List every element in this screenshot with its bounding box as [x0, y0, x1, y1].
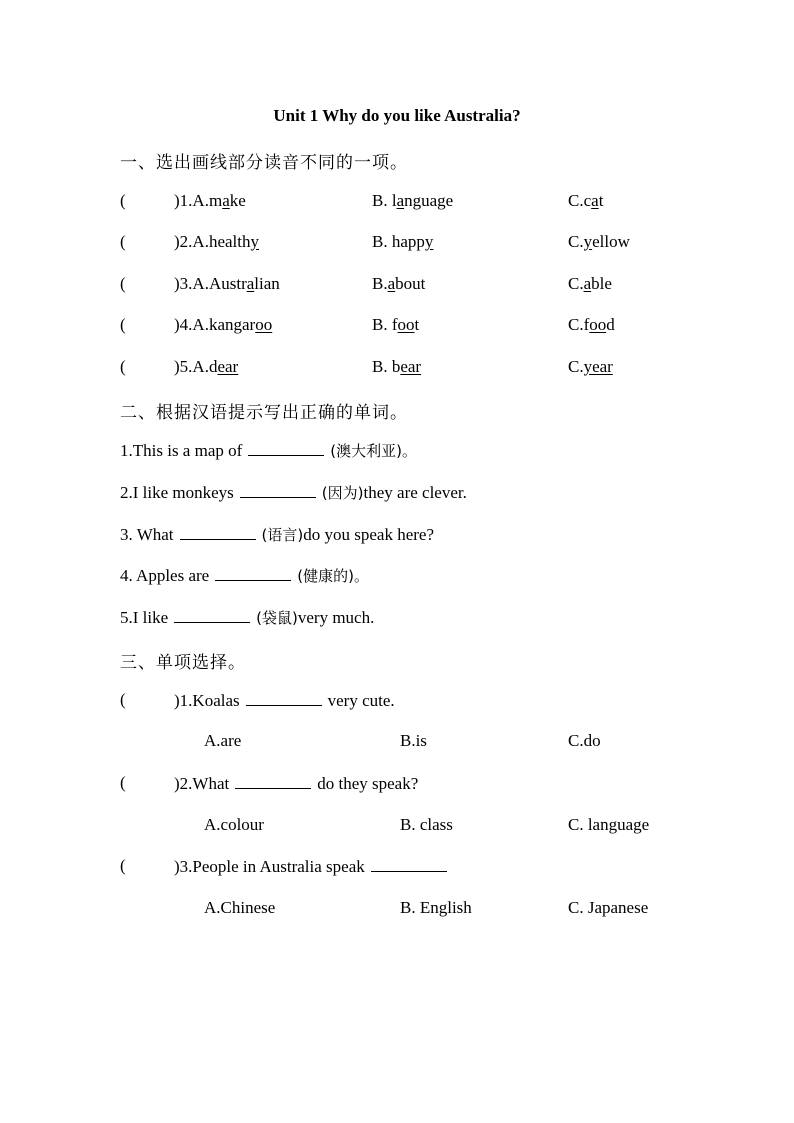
section1-heading: 一、选出画线部分读音不同的一项。: [120, 153, 408, 173]
chinese-hint: (健康的): [297, 567, 354, 585]
answer-blank[interactable]: [248, 440, 324, 456]
option-c[interactable]: C.do: [568, 731, 601, 750]
text: 4. Apples are: [120, 566, 210, 585]
s2-question-1: [120, 440, 417, 461]
text: 3. What: [120, 525, 174, 544]
text: 5.I like: [120, 608, 169, 627]
text: very much.: [297, 608, 375, 627]
page-title: Unit 1 Why do you like Australia?: [273, 106, 521, 125]
text: nguage: [404, 191, 454, 210]
text: do they speak?: [317, 774, 419, 793]
option-a: [174, 191, 246, 211]
text: C.: [568, 357, 584, 376]
s2-question-3: [120, 524, 434, 545]
text: d: [208, 357, 218, 376]
text: C.f: [568, 315, 590, 334]
option-a[interactable]: A.colour: [204, 815, 264, 834]
underlined-letters: a: [591, 191, 599, 210]
option-b: [372, 357, 421, 377]
s3-options-3: [0, 898, 794, 922]
text: B. l: [372, 191, 397, 210]
question-number: )2.A.: [174, 232, 209, 251]
text: t: [598, 191, 604, 210]
question-stem: [174, 690, 395, 711]
text: do you speak here?: [303, 525, 434, 544]
question-number: )3.A.: [174, 274, 209, 293]
option-a[interactable]: A.are: [204, 731, 242, 750]
s2-question-2: [120, 482, 467, 503]
text: 1.This is a map of: [120, 441, 243, 460]
underlined-letters: y: [424, 232, 434, 251]
text: kangar: [208, 315, 256, 334]
answer-paren: (: [120, 690, 126, 709]
option-b: [372, 274, 425, 294]
underlined-letters: oo: [589, 315, 607, 334]
s2-question-4: [120, 565, 369, 586]
s2-question-5: [120, 607, 374, 628]
text: )1.Koalas: [174, 691, 240, 710]
option-a: [174, 232, 259, 252]
option-b[interactable]: B.is: [400, 731, 427, 750]
text: )3.People in Australia speak: [174, 857, 365, 876]
s3-question-1: [0, 690, 794, 714]
answer-blank[interactable]: [180, 524, 256, 540]
text: they are clever.: [363, 483, 467, 502]
text: B. f: [372, 315, 398, 334]
underlined-letters: a: [246, 274, 255, 293]
option-c[interactable]: C. Japanese: [568, 898, 649, 917]
underlined-letters: oo: [397, 315, 415, 334]
chinese-hint: (袋鼠): [256, 609, 298, 627]
option-c: [568, 357, 613, 377]
s1-question-4: [0, 315, 794, 339]
s3-question-3: [0, 856, 794, 880]
text: ble: [591, 274, 612, 293]
option-a: [174, 315, 272, 335]
text: m: [208, 191, 223, 210]
question-number: )4.A.: [174, 315, 209, 334]
s3-options-1: [0, 731, 794, 755]
chinese-hint: (澳大利亚): [330, 442, 403, 460]
underlined-letters: a: [583, 274, 592, 293]
option-c: [568, 232, 630, 252]
option-b[interactable]: B. English: [400, 898, 472, 917]
option-c: [568, 315, 615, 335]
text: lian: [254, 274, 280, 293]
text: C.c: [568, 191, 592, 210]
text: 2.I like monkeys: [120, 483, 234, 502]
option-a: [174, 357, 238, 377]
chinese-hint: (因为): [321, 484, 364, 502]
section3-heading: 三、单项选择。: [120, 653, 246, 673]
text: C.: [568, 232, 584, 251]
text: bout: [395, 274, 426, 293]
answer-blank[interactable]: [246, 690, 322, 706]
text: ke: [229, 191, 246, 210]
answer-paren: (: [120, 274, 126, 293]
option-a[interactable]: A.Chinese: [204, 898, 276, 917]
text: ellow: [592, 232, 630, 251]
text: Austr: [208, 274, 247, 293]
text: 。: [402, 442, 418, 460]
question-number: )5.A.: [174, 357, 209, 376]
s3-options-2: [0, 815, 794, 839]
underlined-letters: oo: [255, 315, 273, 334]
answer-paren: (: [120, 856, 126, 875]
text: B.: [372, 274, 388, 293]
s1-question-1: [0, 191, 794, 215]
text: 。: [353, 567, 369, 585]
underlined-letters: a: [396, 191, 405, 210]
answer-paren: (: [120, 232, 126, 251]
answer-blank[interactable]: [235, 773, 311, 789]
text: health: [208, 232, 251, 251]
option-b: [372, 232, 433, 252]
answer-blank[interactable]: [174, 607, 250, 623]
underlined-letters: ear: [217, 357, 239, 376]
s3-question-2: [0, 773, 794, 797]
option-c[interactable]: C. language: [568, 815, 650, 834]
answer-paren: (: [120, 357, 126, 376]
question-stem: [174, 856, 453, 877]
chinese-hint: (语言): [261, 526, 304, 544]
text: B. b: [372, 357, 401, 376]
underlined-letters: a: [387, 274, 396, 293]
answer-blank[interactable]: [371, 856, 447, 872]
text: d: [606, 315, 615, 334]
option-b: [372, 315, 419, 335]
option-b[interactable]: B. class: [400, 815, 453, 834]
s1-question-5: [0, 357, 794, 381]
answer-paren: (: [120, 315, 126, 334]
underlined-letters: y: [250, 232, 259, 251]
option-b: [372, 191, 453, 211]
underlined-letters: a: [222, 191, 230, 210]
answer-blank[interactable]: [215, 565, 291, 581]
section2-heading: 二、根据汉语提示写出正确的单词。: [120, 403, 408, 423]
question-stem: [174, 773, 418, 794]
option-a: [174, 274, 280, 294]
text: t: [414, 315, 420, 334]
text: B. happ: [372, 232, 425, 251]
option-c: [568, 274, 612, 294]
answer-paren: (: [120, 191, 126, 210]
answer-paren: (: [120, 773, 126, 792]
underlined-letters: y: [583, 232, 593, 251]
s1-question-2: [0, 232, 794, 256]
option-c: [568, 191, 603, 211]
text: C.: [568, 274, 584, 293]
text: very cute.: [327, 691, 395, 710]
s1-question-3: [0, 274, 794, 298]
underlined-letters: year: [583, 357, 613, 376]
question-number: )1.A.: [174, 191, 209, 210]
answer-blank[interactable]: [240, 482, 316, 498]
text: )2.What: [174, 774, 230, 793]
underlined-letters: ear: [400, 357, 422, 376]
